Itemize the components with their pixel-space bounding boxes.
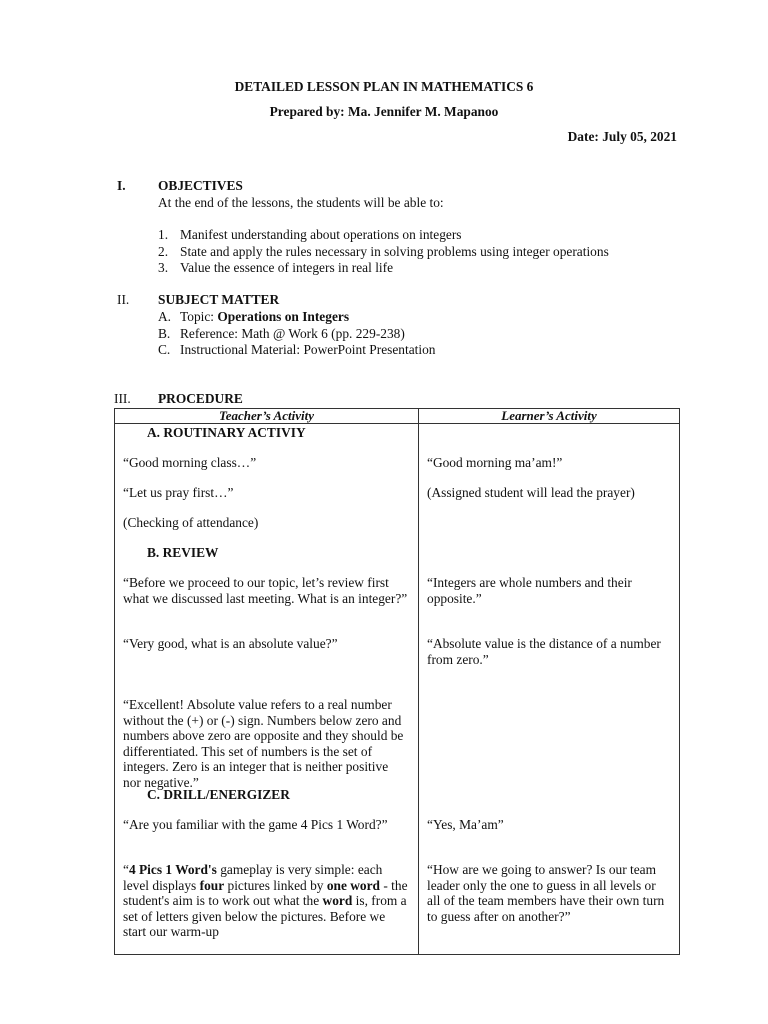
learner-line: “Absolute value is the distance of a number from zero.” bbox=[427, 636, 661, 667]
list-marker: 3. bbox=[158, 260, 169, 275]
list-item-text: Value the essence of integers in real life bbox=[180, 260, 394, 275]
procedure-numeral: III. bbox=[114, 391, 131, 406]
list-item-text: Reference: Math @ Work 6 (pp. 229-238) bbox=[180, 325, 405, 341]
list-item-text: Manifest understanding about operations on integers bbox=[180, 227, 462, 242]
topic-label: Topic: bbox=[180, 309, 218, 324]
objectives-intro: At the end of the lessons, the students will be able to: bbox=[158, 195, 444, 210]
list-marker: B. bbox=[158, 325, 171, 341]
list-item bbox=[158, 326, 436, 343]
subject-matter-numeral: II. bbox=[117, 292, 130, 307]
list-marker: A. bbox=[158, 309, 172, 324]
teacher-line: “Are you familiar with the game 4 Pics 1 Word?” bbox=[123, 817, 388, 832]
list-item bbox=[158, 260, 609, 277]
text-run: “ bbox=[123, 862, 129, 877]
procedure-heading: PROCEDURE bbox=[158, 391, 243, 406]
teacher-column-header: Teacher’s Activity bbox=[115, 409, 419, 424]
topic-value: Operations on Integers bbox=[217, 309, 350, 324]
teacher-line: “Excellent! Absolute value refers to a real number without the (+) or (-) sign. Numbers below zero and numbers above zero are opposite and they should be differentiated. This set of numbers is the set of integers. Zero is an integer that is neither positive nor negative.” bbox=[123, 697, 404, 790]
learner-line: “How are we going to answer? Is our team leader only the one to guess in all levels or all of the team members have their own turn to guess after on another?” bbox=[427, 862, 665, 924]
text-run: pictures linked by bbox=[224, 877, 327, 893]
list-item-text: State and apply the rules necessary in solving problems using integer operations bbox=[180, 243, 609, 259]
objectives-heading: OBJECTIVES bbox=[158, 178, 243, 193]
routinary-heading: A. ROUTINARY ACTIVIY bbox=[147, 425, 306, 440]
text-run-bold: four bbox=[199, 877, 225, 893]
subject-matter-list bbox=[158, 309, 436, 359]
drill-heading: C. DRILL/ENERGIZER bbox=[147, 787, 290, 802]
list-item bbox=[158, 227, 609, 244]
teacher-line: “Let us pray first…” bbox=[123, 485, 234, 500]
list-item bbox=[158, 309, 436, 326]
procedure-table bbox=[114, 408, 680, 955]
objectives-numeral: I. bbox=[117, 178, 126, 193]
prepared-by: Prepared by: Ma. Jennifer M. Mapanoo bbox=[269, 104, 499, 119]
list-item bbox=[158, 244, 609, 261]
lesson-date: Date: July 05, 2021 bbox=[567, 129, 677, 144]
text-run-bold: word bbox=[322, 893, 353, 909]
teacher-line: (Checking of attendance) bbox=[123, 515, 259, 530]
teacher-line bbox=[123, 862, 408, 940]
text-run: is, from a set of letters given below the pictures. Before we start our warm-up bbox=[123, 893, 407, 940]
objectives-list bbox=[158, 227, 609, 277]
document-title: DETAILED LESSON PLAN IN MATHEMATICS 6 bbox=[234, 79, 534, 94]
text-run-bold: 4 Pics 1 Word's bbox=[128, 862, 217, 877]
review-heading: B. REVIEW bbox=[147, 545, 219, 560]
list-marker: C. bbox=[158, 342, 171, 357]
learner-line: “Integers are whole numbers and their opposite.” bbox=[427, 575, 632, 606]
learner-activity-cell bbox=[419, 424, 680, 955]
text-run: - the student's aim is to work out what the bbox=[123, 877, 408, 909]
teacher-line: “Very good, what is an absolute value?” bbox=[123, 636, 338, 651]
list-item-text: Instructional Material: PowerPoint Presentation bbox=[180, 342, 436, 357]
teacher-activity-cell bbox=[115, 424, 419, 955]
list-marker: 1. bbox=[158, 227, 169, 242]
table-header-row bbox=[115, 409, 680, 424]
list-marker: 2. bbox=[158, 243, 169, 259]
list-item bbox=[158, 342, 436, 359]
teacher-line: “Good morning class…” bbox=[123, 455, 257, 470]
learner-column-header: Learner’s Activity bbox=[419, 409, 680, 424]
text-run-bold: one word bbox=[326, 877, 381, 893]
table-row bbox=[115, 424, 680, 955]
learner-line: (Assigned student will lead the prayer) bbox=[427, 485, 635, 500]
text-run: gameplay is very simple: each level displays bbox=[123, 862, 383, 893]
learner-line: “Good morning ma’am!” bbox=[427, 455, 563, 470]
learner-line: “Yes, Ma’am” bbox=[427, 817, 504, 832]
teacher-line: “Before we proceed to our topic, let’s review first what we discussed last meeting. What is an integer?” bbox=[123, 575, 408, 606]
subject-matter-heading: SUBJECT MATTER bbox=[158, 292, 280, 307]
